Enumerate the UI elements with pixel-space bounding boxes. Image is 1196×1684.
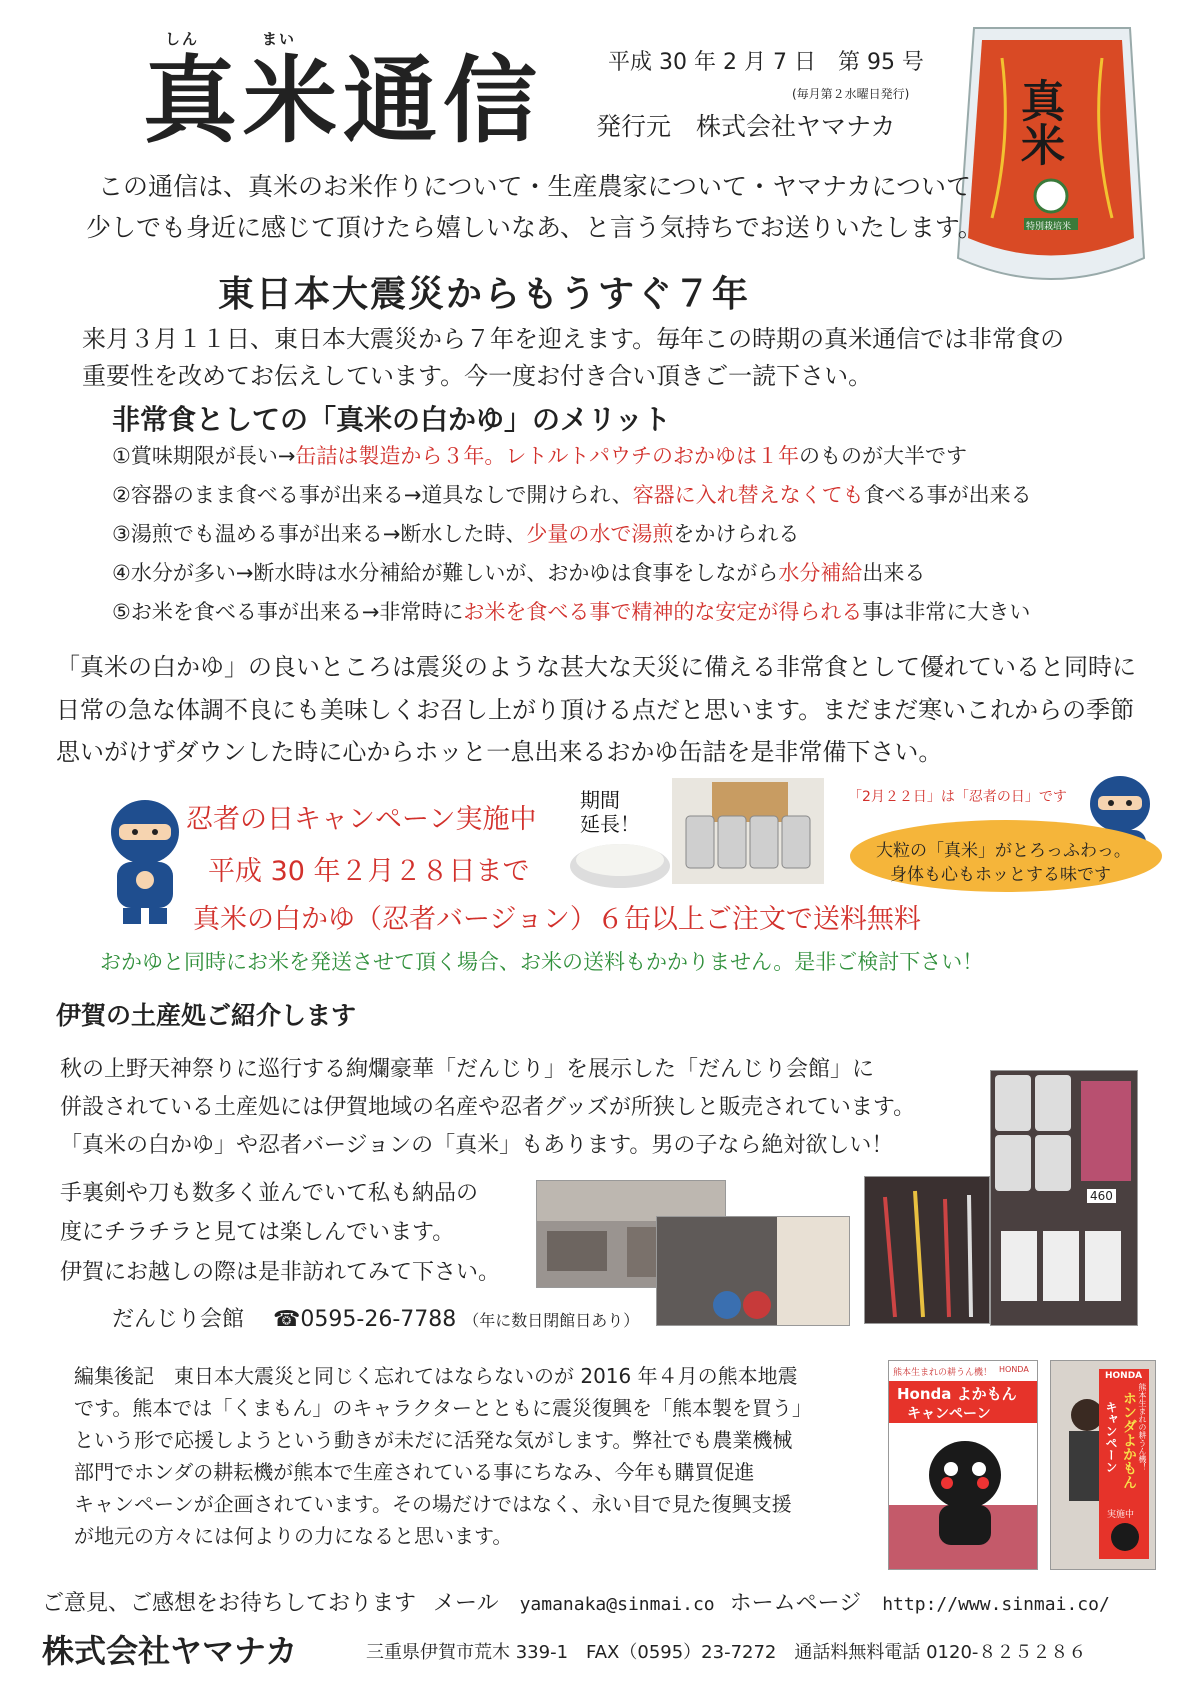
headline: 東日本大震災からもうすぐ７年 bbox=[218, 274, 751, 315]
bag-label: 真米 bbox=[1013, 78, 1064, 166]
editor-line-5: キャンペーンが企画されています。その場だけではなく、永い目で見た復興支援 bbox=[74, 1492, 792, 1516]
merit-item-5: ⑤お米を食べる事が出来る→非常時にお米を食べる事で精神的な安定が得られる事は非常に大きい bbox=[112, 600, 1031, 624]
shelf-products-photo bbox=[990, 1070, 1138, 1326]
bubble-line-1: 大粒の「真米」がとろっふわっ。 bbox=[876, 841, 1131, 861]
merits-heading: 非常食としての「真米の白かゆ」のメリット bbox=[112, 403, 671, 436]
honda-banner-photo bbox=[1050, 1360, 1156, 1570]
poster2-tagline: 熊本生まれの耕うん機！ bbox=[1138, 1383, 1147, 1471]
campaign-title: 忍者の日キャンペーン実施中 bbox=[186, 804, 537, 835]
body-line-1: 「真米の白かゆ」の良いところは震災のような甚大な天災に備える非常食として優れていると同時に bbox=[56, 653, 1136, 681]
speech-bubble bbox=[850, 820, 1162, 892]
editor-line-1: 編集後記 東日本大震災と同じく忘れてはならないのが 2016 年４月の熊本地震 bbox=[74, 1364, 798, 1388]
footer-address: 三重県伊賀市荒木 339-1 FAX（0595）23-7272 通話料無料電話 0120-８２５２８６ bbox=[366, 1642, 1087, 1663]
editor-line-4: 部門でホンダの耕耘機が熊本で生産されている事にちなみ、今年も購買促進 bbox=[74, 1460, 755, 1484]
merit-item-1: ①賞味期限が長い→缶詰は製造から３年。レトルトパウチのおかゆは１年のものが大半です bbox=[112, 444, 967, 468]
price-tag: 460 bbox=[1087, 1189, 1116, 1203]
iga-line-2: 併設されている土産処には伊賀地域の名産や忍者グッズが所狭しと販売されています。 bbox=[60, 1095, 916, 1120]
ninja-mascot-left bbox=[95, 792, 195, 932]
intro-line-2: 少しでも身近に感じて頂けたら嬉しいなあ、と言う気持ちでお送りいたします。 bbox=[86, 213, 983, 242]
campaign-period: 平成 30 年２月２８日まで bbox=[208, 856, 530, 887]
iga-line-5: 度にチラチラと見ては楽しんでいます。 bbox=[60, 1220, 455, 1245]
poster2-subtitle: キャンペーン bbox=[1104, 1401, 1118, 1473]
iga-line-4: 手裏剣や刀も数多く並んでいて私も納品の bbox=[60, 1181, 479, 1206]
homepage-link[interactable]: http://www.sinmai.co/ bbox=[882, 1594, 1110, 1615]
merit-item-3: ③湯煎でも温める事が出来る→断水した時、少量の水で湯煎をかけられる bbox=[112, 522, 800, 546]
campaign-shipping-note: おかゆと同時にお米を発送させて頂く場合、お米の送料もかかりません。是非ご検討下さい！ bbox=[100, 950, 984, 974]
shop-entrance-photo bbox=[656, 1216, 850, 1326]
issue-schedule: (毎月第２水曜日発行) bbox=[792, 87, 910, 101]
poster2-status: 実施中 bbox=[1107, 1510, 1135, 1520]
iga-line-6: 伊賀にお越しの際は是非訪れてみて下さい。 bbox=[60, 1260, 501, 1285]
body-line-3: 思いがけずダウンした時に心からホッと一息出来るおかゆ缶詰を是非常備下さい。 bbox=[56, 738, 943, 766]
homepage-label: ホームページ bbox=[729, 1591, 862, 1616]
iga-line-1: 秋の上野天神祭りに巡行する絢爛豪華「だんじり」を展示した「だんじり会館」に bbox=[60, 1057, 875, 1082]
extension-label bbox=[580, 788, 640, 836]
campaign-offer: 真米の白かゆ（忍者バージョン）６缶以上ご注文で送料無料 bbox=[193, 904, 921, 935]
issue-date: 平成 30 年 2 月 7 日 第 95 号 bbox=[608, 50, 924, 75]
poster1-subtitle: キャンペーン bbox=[907, 1406, 991, 1422]
venue-phone-note: （年に数日閉館日あり） bbox=[463, 1311, 640, 1330]
title-ruby-mai: まい bbox=[262, 30, 297, 48]
poster2-brand: HONDA bbox=[1105, 1371, 1143, 1381]
title-ruby-shin: しん bbox=[165, 30, 200, 48]
feedback-text: ご意見、ご感想をお待ちしております bbox=[42, 1591, 417, 1616]
venue-info bbox=[112, 1302, 639, 1333]
poster1-brand: HONDA bbox=[999, 1365, 1029, 1374]
porridge-photo bbox=[566, 786, 674, 888]
editor-line-3: という形で応援しようという動きが未だに活発な気がします。弊社でも農業機械 bbox=[74, 1428, 793, 1452]
bubble-line-2: 身体も心もホッとする味です bbox=[890, 865, 1111, 885]
lead-line-2: 重要性を改めてお伝えしています。今一度お付き合い頂きご一読下さい。 bbox=[82, 362, 873, 390]
poster1-tagline: 熊本生まれの耕うん機！ bbox=[893, 1368, 993, 1378]
body-line-2: 日常の急な体調不良にも美味しくお召し上がり頂ける点だと思います。まだまだ寒いこれからの季節 bbox=[56, 696, 1135, 724]
ninja-goods-photo bbox=[864, 1176, 990, 1324]
email-link[interactable]: yamanaka@sinmai.co bbox=[519, 1594, 715, 1615]
kumamon-poster bbox=[888, 1360, 1038, 1570]
merit-item-4: ④水分が多い→断水時は水分補給が難しいが、おかゆは食事をしながら水分補給出来る bbox=[112, 561, 926, 585]
editor-line-6: が地元の方々には何よりの力になると思います。 bbox=[74, 1524, 513, 1548]
footer-contact bbox=[42, 1586, 1110, 1617]
ninja-day-note: 「2月２２日」は「忍者の日」です bbox=[848, 789, 1067, 805]
poster2-title: ホンダよかもん bbox=[1121, 1391, 1137, 1489]
extension-line-1: 期間 bbox=[580, 788, 620, 812]
extension-line-2: 延長！ bbox=[580, 812, 640, 836]
iga-line-3: 「真米の白かゆ」や忍者バージョンの「真米」もあります。男の子なら絶対欲しい！ bbox=[60, 1133, 894, 1158]
bag-tag: 特別栽培米 bbox=[1026, 222, 1072, 232]
editor-line-2: です。熊本では「くまもん」のキャラクターとともに震災復興を「熊本製を買う」 bbox=[74, 1396, 812, 1420]
footer-company: 株式会社ヤマナカ bbox=[42, 1632, 298, 1670]
rice-bag-image bbox=[952, 18, 1150, 300]
intro-line-1: この通信は、真米のお米作りについて・生産農家について・ヤマナカについて bbox=[98, 172, 972, 201]
newsletter-title: 真米通信 bbox=[143, 47, 544, 156]
venue-name: だんじり会館 bbox=[112, 1307, 245, 1332]
poster1-title: Honda よかもん bbox=[897, 1385, 1017, 1403]
mail-label: メール bbox=[433, 1591, 499, 1616]
merit-item-2: ②容器のまま食べる事が出来る→道具なしで開けられ、容器に入れ替えなくても食べる事が出来る bbox=[112, 483, 1032, 507]
venue-phone: ☎0595-26-7788 bbox=[273, 1307, 457, 1332]
publisher: 発行元 株式会社ヤマナカ bbox=[596, 112, 896, 141]
lead-line-1: 来月３月１１日、東日本大震災から７年を迎えます。毎年この時期の真米通信では非常食の bbox=[82, 325, 1065, 353]
cans-photo bbox=[672, 778, 824, 884]
iga-heading: 伊賀の土産処ご紹介します bbox=[56, 1001, 357, 1030]
